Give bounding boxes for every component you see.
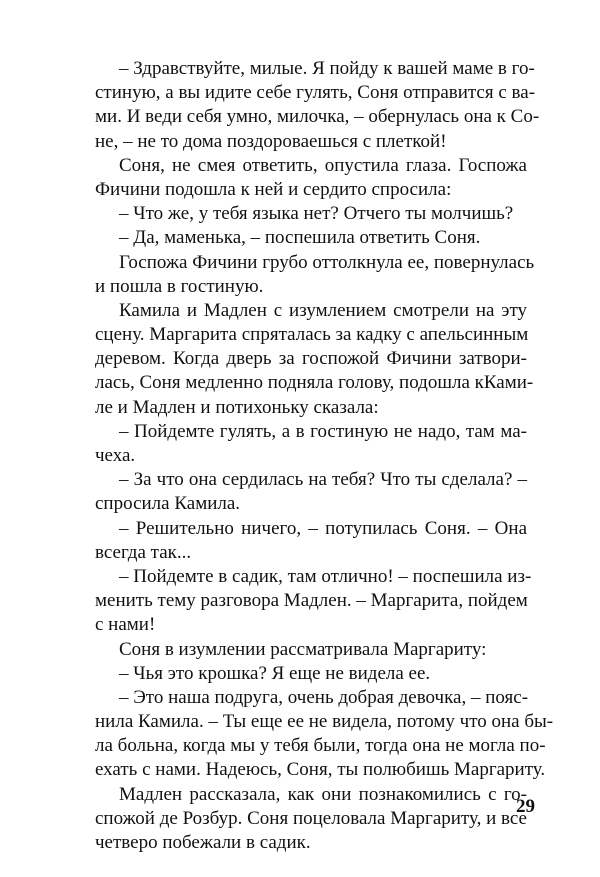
text-line: Госпожа Фичини грубо оттолкнула ее, повернулась <box>119 251 535 273</box>
text-line: Соня в изумлении рассматривала Маргариту: <box>119 638 487 660</box>
text-line: ми. И веди себя умно, милочка, – обернулась она к Со- <box>95 106 540 128</box>
text-line: Камила и Мадлен с изумлением смотрели на эту <box>119 299 527 321</box>
text-line: спросила Камила. <box>95 493 241 515</box>
text-line: – Чья это крошка? Я еще не видела ее. <box>119 662 431 684</box>
text-line: Фичини подошла к ней и сердито спросила: <box>95 178 452 200</box>
text-line: ехать с нами. Надеюсь, Соня, ты полюбишь Маргариту. <box>95 759 546 781</box>
text-line: – Здравствуйте, милые. Я пойду к вашей маме в го- <box>119 58 535 79</box>
text-line: – Это наша подруга, очень добрая девочка, – пояс- <box>119 686 529 708</box>
text-line: ле и Мадлен и потихоньку сказала: <box>95 396 379 418</box>
text-line: – За что она сердилась на тебя? Что ты сделала? – <box>119 469 527 491</box>
text-line: – Да, маменька, – поспешила ответить Соня. <box>119 227 481 249</box>
text-line: четверо побежали в садик. <box>95 832 311 853</box>
text-line: сцену. Маргарита спряталась за кадку с апельсинным <box>95 324 529 346</box>
text-line: не, – не то дома поздороваешься с плеткой! <box>95 130 447 152</box>
text-line: Мадлен рассказала, как они познакомились с го- <box>119 783 527 805</box>
text-line: спожой де Розбур. Соня поцеловала Маргариту, и все <box>95 807 527 829</box>
text-line: деревом. Когда дверь за госпожой Фичини затвори- <box>95 348 527 370</box>
text-line: с нами! <box>95 614 156 636</box>
text-line: менить тему разговора Мадлен. – Маргарита, пойдем <box>95 590 528 612</box>
body-text <box>95 57 554 855</box>
text-line: – Решительно ничего, – потупилась Соня. – Она <box>119 517 527 539</box>
text-line: всегда так... <box>95 541 192 563</box>
text-line: – Пойдемте гулять, а в гостиную не надо, там ма- <box>119 420 527 442</box>
page-number: 29 <box>516 796 535 817</box>
text-line: лась, Соня медленно подняла голову, подошла кКами- <box>95 372 534 394</box>
text-line: Соня, не смея ответить, опустила глаза. Госпожа <box>119 154 527 176</box>
text-line: нила Камила. – Ты еще ее не видела, потому что она бы- <box>95 711 554 733</box>
text-line: чеха. <box>95 445 136 466</box>
text-line: ла больна, когда мы у тебя были, тогда она не могла по- <box>95 735 546 757</box>
text-line: – Пойдемте в садик, там отлично! – поспешила из- <box>119 565 532 587</box>
text-line: и пошла в гостиную. <box>95 275 264 297</box>
text-line: стиную, а вы идите себе гулять, Соня отправится с ва- <box>95 82 536 104</box>
text-line: – Что же, у тебя языка нет? Отчего ты молчишь? <box>119 203 514 225</box>
